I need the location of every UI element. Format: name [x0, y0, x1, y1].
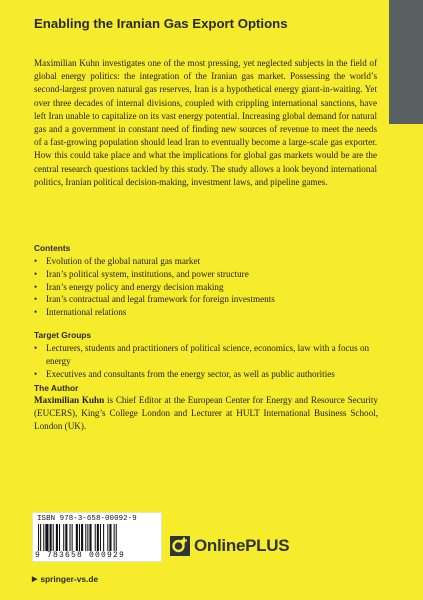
target-groups-list [34, 342, 379, 380]
bullet-icon: • [34, 256, 38, 266]
contents-heading: Contents [34, 243, 71, 253]
barcode-image [38, 524, 156, 551]
author-heading: The Author [34, 383, 79, 393]
author-bio [34, 394, 378, 434]
author-name: Maximilian Kuhn [34, 395, 105, 405]
bullet-icon: • [34, 294, 38, 305]
publisher-url: springer-vs.de [40, 574, 99, 584]
online-plus-icon [170, 536, 190, 556]
barcode-digits: 9 783658 000929 [35, 551, 126, 560]
contents-list [34, 255, 379, 319]
bullet-icon: • [34, 268, 38, 279]
list-item: • Iran’s political system, institutions, and power structure [34, 268, 249, 279]
list-item: • International relations [34, 307, 127, 318]
target-groups-heading: Target Groups [34, 330, 92, 340]
list-item: • Iran’s energy policy and energy decision making [34, 281, 224, 292]
bullet-icon: • [34, 281, 38, 292]
bullet-icon: • [34, 307, 38, 318]
cover-side-bar [389, 0, 423, 124]
bullet-icon: • [34, 343, 38, 353]
blurb-paragraph: Maximilian Kuhn investigates one of the most pressing, yet neglected subjects in the field of global energy politics: the integration of the Iranian gas market. Possessing the world’s second-largest proven natural gas reserves, Iran is a hypothetical energy giant-in-waiting. Yet over three decades of internal divisions, coupled with crippling international sanctions, have left Iran unable to capitalize on its vast energy potential. Increasing global demand for natural gas and a government in constant need of finding new sources of revenue to meet the needs of a fast-growing population should lead Iran to eventually become a large-scale gas exporter. How this could take place and what the implications for global gas markets would be are the central research questions tackled by this study. The study allows a look beyond international politics, Iranian political decision-making, investment laws, and pipeline games. [34, 58, 377, 187]
list-item: • Iran’s contractual and legal framework for foreign investments [34, 294, 275, 305]
isbn-label: ISBN 978-3-658-00092-9 [37, 515, 137, 523]
arrow-right-icon: ▶ [32, 576, 38, 583]
list-item: • Executives and consultants from the energy sector, as well as public authorities [34, 368, 335, 379]
publisher-link[interactable] [32, 574, 98, 584]
list-item: • Lecturers, students and practitioners of political science, economics, law with a focus on energy [34, 343, 370, 366]
cover-title: Enabling the Iranian Gas Export Options [34, 16, 288, 31]
author-bio-text: is Chief Editor at the European Center for Energy and Resource Security (EUCERS), King’s College London and Lecturer at HULT International Business School, London (UK). [34, 395, 378, 432]
online-plus-text: OnlinePLUS [194, 536, 290, 555]
bullet-icon: • [34, 368, 38, 379]
isbn-barcode [32, 512, 162, 562]
list-item: • Evolution of the global natural gas market [34, 256, 201, 266]
online-plus-logo [170, 535, 289, 557]
